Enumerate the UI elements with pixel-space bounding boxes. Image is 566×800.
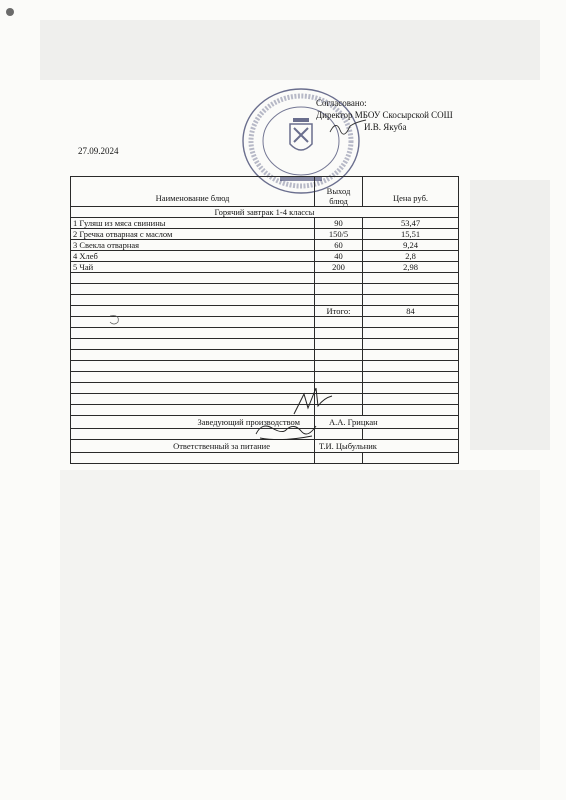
table-row (71, 262, 459, 273)
dish-name: 1 Гуляш из мяса свинины (71, 218, 315, 229)
empty-row (71, 394, 459, 405)
dish-name: 4 Хлеб (71, 251, 315, 262)
dish-price: 15,51 (363, 229, 459, 240)
show-through-band-lower (60, 470, 540, 770)
approval-position: Директор МБОУ Скосырской СОШ (316, 110, 453, 120)
stray-pen-mark (106, 312, 124, 328)
section-row (71, 207, 459, 218)
header-price: Цена руб. (363, 177, 459, 207)
show-through-band-top (40, 20, 540, 80)
table-row (71, 240, 459, 251)
punch-hole-mark (6, 8, 14, 16)
empty-row (71, 317, 459, 328)
dish-name: 5 Чай (71, 262, 315, 273)
total-value: 84 (363, 306, 459, 317)
table-row (71, 251, 459, 262)
production-manager-signature (290, 384, 336, 418)
empty-row (71, 350, 459, 361)
dish-yield: 90 (315, 218, 363, 229)
dish-yield: 200 (315, 262, 363, 273)
dish-price: 53,47 (363, 218, 459, 229)
dish-yield: 40 (315, 251, 363, 262)
document-date: 27.09.2024 (78, 146, 119, 156)
empty-row (71, 361, 459, 372)
nutrition-officer-title: Ответственный за питание (71, 440, 315, 453)
table-header-row (71, 177, 459, 207)
empty-row (71, 328, 459, 339)
approval-signer-name: И.В. Якуба (364, 122, 407, 132)
nutrition-officer-name: Т.И. Цыбульник (315, 440, 459, 453)
section-title: Горячий завтрак 1-4 классы (71, 207, 459, 218)
dish-name: 2 Гречка отварная с маслом (71, 229, 315, 240)
header-yield (315, 177, 363, 207)
header-yield-line1: Выход (326, 186, 351, 196)
total-label: Итого: (315, 306, 363, 317)
dish-price: 2,98 (363, 262, 459, 273)
empty-row (71, 273, 459, 284)
total-row (71, 306, 459, 317)
table-row (71, 218, 459, 229)
director-signature (328, 118, 368, 136)
table-row (71, 229, 459, 240)
dish-yield: 60 (315, 240, 363, 251)
empty-row (71, 383, 459, 394)
empty-row (71, 372, 459, 383)
nutrition-officer-signature (252, 418, 320, 444)
header-yield-line2: блюд (329, 196, 348, 206)
dish-yield: 150/5 (315, 229, 363, 240)
empty-row (71, 453, 459, 464)
empty-row (71, 339, 459, 350)
empty-row (71, 295, 459, 306)
show-through-band-right (470, 180, 550, 450)
dish-name: 3 Свекла отварная (71, 240, 315, 251)
header-dish: Наименование блюд (71, 177, 315, 207)
dish-price: 9,24 (363, 240, 459, 251)
dish-price: 2,8 (363, 251, 459, 262)
empty-row (71, 284, 459, 295)
production-manager-title: Заведующий производством (71, 416, 315, 429)
production-manager-name: А.А. Грицкан (315, 416, 459, 429)
empty-row (71, 405, 459, 416)
approval-status: Согласовано: (316, 98, 367, 108)
